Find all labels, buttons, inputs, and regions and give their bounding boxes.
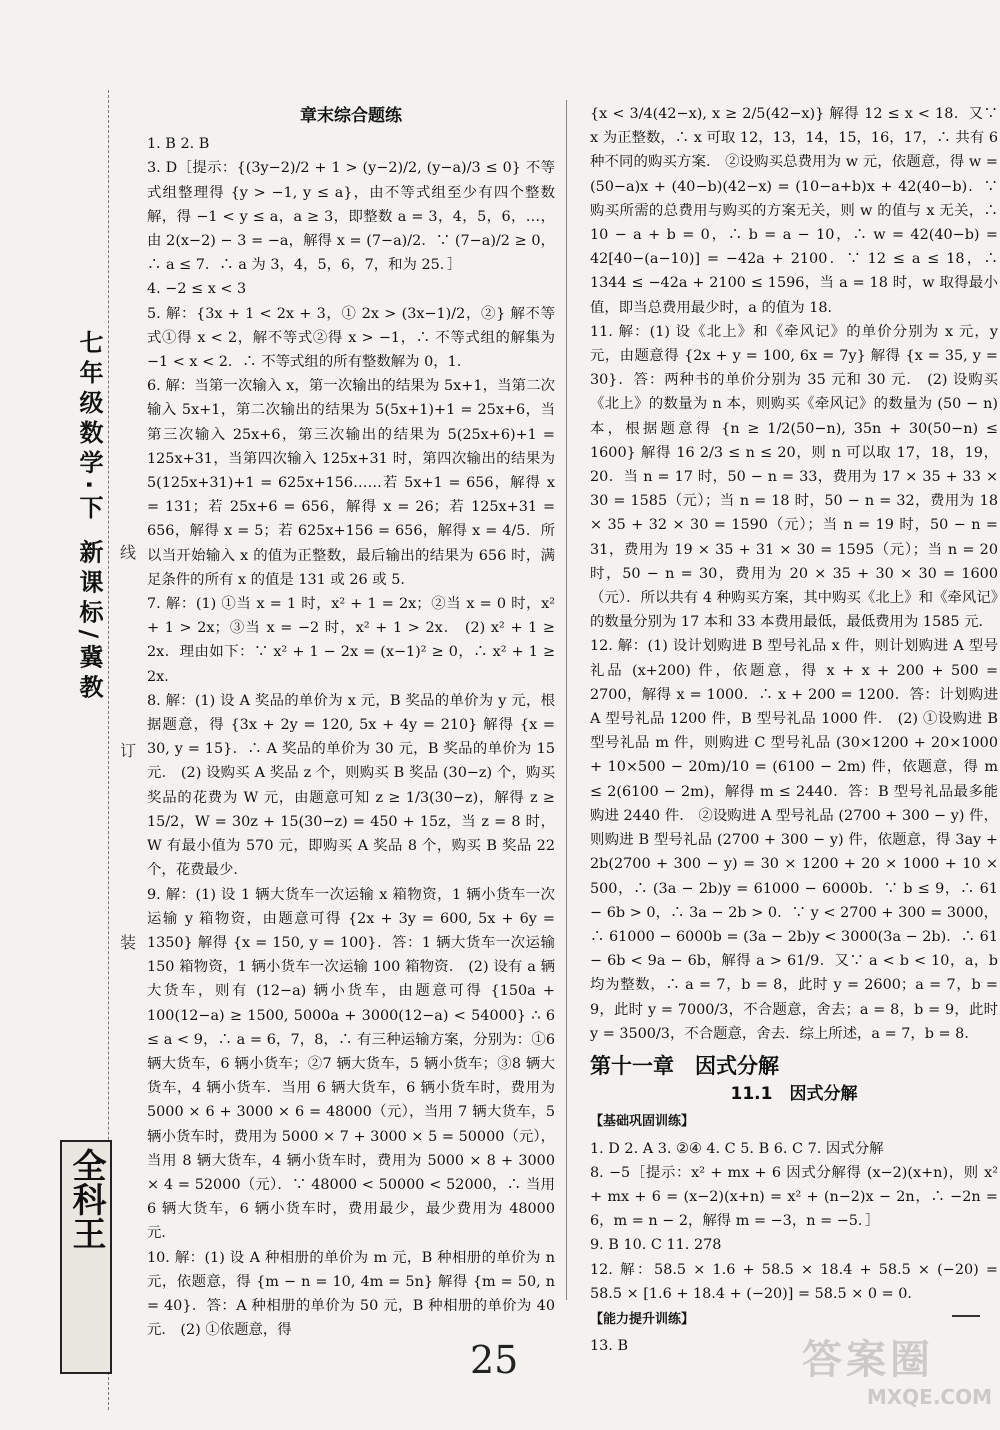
basic-training-tag: 【基础巩固训练】	[590, 1114, 695, 1130]
answer-item: 8. 解：(1) 设 A 奖品的单价为 x 元，B 奖品的单价为 y 元，根据题意，得 {3x + 2y = 120, 5x + 4y = 210} 解得 {x = 30, y = 15}．∴ A 奖品的单价为 30 元，B 奖品的单价为 15 元． (2) 设购买 A 奖品 z 个，则购买 B 奖品 (30−z) 个，购买奖品的花费为 W 元，由题意可知 z ≥ 1/3(30−z)，解得 z ≥ 15/2，W = 30z + 15(30−z) = 450 + 15z，当 z = 8 时，W 有最小值为 570 元，即购买 A 奖品 8 个，购买 B 奖品 22 个，花费最少．	[147, 692, 555, 879]
cut-mark-bind: 装	[120, 933, 137, 952]
cut-mark-order: 订	[120, 741, 137, 760]
chapter-title: 第十一章 因式分解	[590, 1053, 779, 1078]
answer-item: 11. 解：(1) 设《北上》和《牵风记》的单价分别为 x 元，y 元，由题意得 {2x + y = 100, 6x = 7y} 解得 {x = 35, y = 30}．答：两种书的单价分别为 35 元和 30 元． (2) 设购买《北上》的数量为 n 本，则购买《牵风记》的数量为 (50 − n) 本，根据题意得 {n ≥ 1/2(50−n), 35n + 30(50−n) ≤ 1600} 解得 16 2/3 ≤ n ≤ 20，则 n 可以取 17，18，19，20．当 n = 17 时，50 − n = 33，费用为 17 × 35 + 33 × 30 = 1585（元）；当 n = 18 时，50 − n = 32，费用为 18 × 35 + 32 × 30 = 1590（元）；当 n = 19 时，50 − n = 31，费用为 19 × 35 + 31 × 30 = 1595（元）；当 n = 20 时，50 − n = 30，费用为 20 × 35 + 30 × 30 = 1600（元）．所以共有 4 种购买方案，其中购买《北上》和《牵风记》的数量分别为 17 本和 33 本费用最低，最低费用为 1585 元．	[590, 323, 998, 631]
answer-item: 13. B	[590, 1338, 629, 1355]
watermark-title: 答案圈	[802, 1337, 934, 1383]
answer-item: 9. B 10. C 11. 278	[590, 1237, 722, 1254]
answer-item: 3. D［提示：{(3y−2)/2 + 1 > (y−2)/2, (y−a)/3 ≤ 0} 不等式组整理得 {y > −1, y ≤ a}，由不等式组至少有四个整数解，得 −1 < y ≤ a，a ≥ 3，即整数 a = 3，4，5，6，…，由 2(x−2) − 3 = −a，解得 x = (7−a)/2．∵ (7−a)/2 ≥ 0，∴ a ≤ 7．∴ a 为 3，4，5，6，7，和为 25．］	[147, 160, 555, 274]
series-label: 七年级数学·下 新课标/冀教	[75, 330, 103, 705]
answer-item: 7. 解：(1) ①当 x = 1 时，x² + 1 = 2x；②当 x = 0 时，x² + 1 > 2x；③当 x = −2 时，x² + 1 > 2x． (2) x² + 1 ≥ 2x．理由如下：∵ x² + 1 − 2x = (x−1)² ≥ 0，∴ x² + 1 ≥ 2x．	[147, 596, 555, 685]
page-number: 25	[470, 1338, 519, 1382]
left-column	[147, 102, 555, 1342]
advanced-training-tag: 【能力提升训练】	[590, 1311, 695, 1327]
answer-item: 4. −2 ≤ x < 3	[147, 281, 247, 298]
brand-name: 全科王	[66, 1148, 106, 1250]
answer-item: 1. D 2. A 3. ②④ 4. C 5. B 6. C 7. 因式分解	[590, 1140, 884, 1157]
section-heading: 11.1 因式分解	[730, 1084, 858, 1105]
section-title: 章末综合题练	[300, 106, 402, 126]
column-divider	[566, 100, 567, 1300]
answer-item: 12. 解：(1) 设计划购进 B 型号礼品 x 件，则计划购进 A 型号礼品 (x+200) 件，依题意，得 x + x + 200 + 500 = 2700，解得 x = 1000．∴ x + 200 = 1200．答：计划购进 A 型号礼品 1200 件，B 型号礼品 1000 件． (2) ①设购进 B 型号礼品 m 件，则购进 C 型号礼品 (30×1200 + 20×1000 + 10×500 − 20m)/10 = (6100 − 2m) 件，依题意，得 m ≤ 2(6100 − 2m)，解得 m ≤ 2440．答：B 型号礼品最多能购进 2440 件． ②设购进 A 型号礼品 (2700 + 300 − y) 件，则购进 B 型号礼品 (2700 + 300 − y) 件，依题意，得 3ay + 2b(2700 + 300 − y) = 30 × 1200 + 20 × 1000 + 10 × 500，∴ (3a − 2b)y = 61000 − 6000b．∵ b ≤ 9，∴ 61 − 6b > 0，∴ 3a − 2b > 0．∵ y < 2700 + 300 = 3000，∴ 61000 − 6000b = (3a − 2b)y < 3000(3a − 2b)．∴ 61 − 6b < 9a − 6b，解得 a > 61/9．又∵ a < b < 10，a，b 均为整数，∴ a = 7，b = 8，此时 y = 2600；a = 7，b = 9，此时 y = 7000/3，不合题意，舍去；a = 8，b = 9，此时 y = 3500/3，不合题意，舍去．综上所述，a = 7，b = 8．	[590, 638, 998, 1042]
answer-item: 9. 解：(1) 设 1 辆大货车一次运输 x 箱物资，1 辆小货车一次运输 y 箱物资，由题意可得 {2x + 3y = 600, 5x + 6y = 1350} 解得 {x = 150, y = 100}．答：1 辆大货车一次运输 150 箱物资，1 辆小货车一次运输 100 箱物资． (2) 设有 a 辆大货车，则有 (12−a) 辆小货车，由题意可得 {150a + 100(12−a) ≥ 1500, 5000a + 3000(12−a) < 54000} ∴ 6 ≤ a < 9，∴ a = 6，7，8，∴ 有三种运输方案，分别为：①6 辆大货车，6 辆小货车；②7 辆大货车，5 辆小货车；③8 辆大货车，4 辆小货车．当用 6 辆大货车，6 辆小货车时，费用为 5000 × 6 + 3000 × 6 = 48000（元），当用 7 辆大货车，5 辆小货车时，费用为 5000 × 7 + 3000 × 5 = 50000（元），当用 8 辆大货车，4 辆小货车时，费用为 5000 × 8 + 3000 × 4 = 52000（元）．∵ 48000 < 50000 < 52000，∴ 当用 6 辆大货车，6 辆小货车时，费用最少，最少费用为 48000 元．	[147, 886, 555, 1242]
answer-item: 10. 解：(1) 设 A 种相册的单价为 m 元，B 种相册的单价为 n 元，依题意，得 {m − n = 10, 4m = 5n} 解得 {m = 50, n = 40}．答：A 种相册的单价为 50 元，B 种相册的单价为 40 元． (2) ①依题意，得	[147, 1249, 555, 1339]
corner-tick	[952, 1315, 980, 1317]
right-column	[590, 102, 998, 1358]
answer-item: 1. B 2. B	[147, 136, 210, 153]
answer-item: 12. 解：58.5 × 1.6 + 58.5 × 18.4 + 58.5 × (−20) = 58.5 × [1.6 + 18.4 + (−20)] = 58.5 × 0 = 0．	[590, 1261, 998, 1302]
answer-item: 5. 解：{3x + 1 < 2x + 3，① 2x > (3x−1)/2，②} 解不等式①得 x < 2，解不等式②得 x > −1，∴ 不等式组的解集为 −1 < x < 2．∴ 不等式组的所有整数解为 0，1．	[147, 305, 555, 371]
brand-logo	[60, 1140, 112, 1374]
watermark-url: MXQE.COM	[866, 1385, 992, 1409]
watermark	[802, 1328, 992, 1408]
cut-mark-line: 线	[120, 543, 137, 562]
answer-item: 8. −5［提示：x² + mx + 6 因式分解得 (x−2)(x+n)，则 x² + mx + 6 = (x−2)(x+n) = x² + (n−2)x − 2n，∴ −2n = 6，m = n − 2，解得 m = −3，n = −5．］	[590, 1164, 998, 1230]
answer-item: 6. 解：当第一次输入 x，第一次输出的结果为 5x+1，当第二次输入 5x+1，第二次输出的结果为 5(5x+1)+1 = 25x+6，当第三次输入 25x+6，第三次输出的结果为 5(25x+6)+1 = 125x+31，当第四次输入 125x+31 时，第四次输出的结果为 5(125x+31)+1 = 625x+156……若 5x+1 = 656，解得 x = 131；若 25x+6 = 656，解得 x = 26；若 125x+31 = 656，解得 x = 5；若 625x+156 = 656，解得 x = 4/5．所以当开始输入 x 的值为正整数，最后输出的结果为 656 时，满足条件的所有 x 的值是 131 或 26 或 5．	[147, 378, 555, 588]
answer-item: {x < 3/4(42−x), x ≥ 2/5(42−x)} 解得 12 ≤ x < 18．又∵ x 为正整数，∴ x 可取 12，13，14，15，16，17，∴ 共有 6 种不同的购买方案． ②设购买总费用为 w 元，依题意，得 w = (50−a)x + (40−b)(42−x) = (10−a+b)x + 42(40−b)．∵ 购买所需的总费用与购买的方案无关，则 w 的值与 x 无关，∴ 10 − a + b = 0，∴ b = a − 10，∴ w = 42(40−b) = 42[40−(a−10)] = −42a + 2100．∵ 12 ≤ a ≤ 18，∴ 1344 ≤ −42a + 2100 ≤ 1596，当 a = 18 时，w 取得最小值，即当总费用最少时，a 的值为 18．	[590, 106, 998, 316]
